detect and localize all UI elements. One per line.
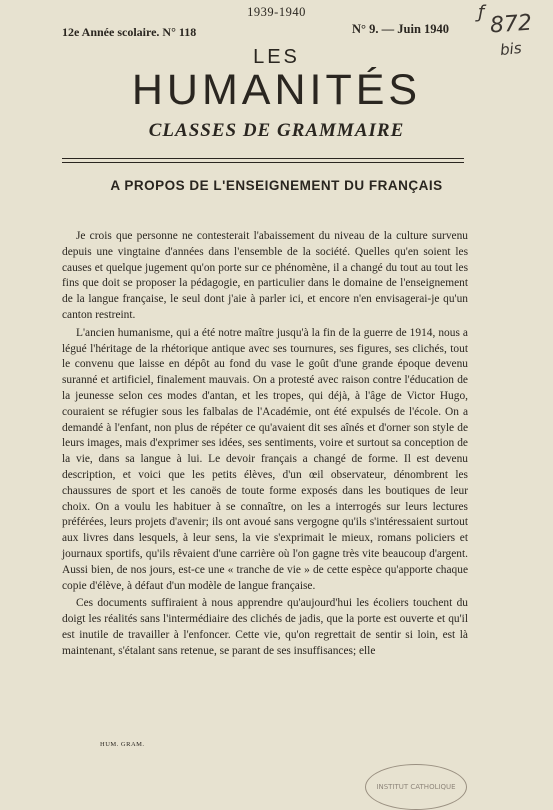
paragraph: L'ancien humanisme, qui a été notre maître jusqu'à la fin de la guerre de 1914, nous a légué l'héritage de la rhétorique antique avec ses tournures, ses figures, ses clichés, tout le convenu que laisse en dépôt au fond du vase le goût d'une grande époque devenu suranné et artificiel, finalement mauvais. On a protesté avec raison contre l'éducation de la jeunesse selon ces modes d'antan, et les tropes, qui déjà, à l'âge de Victor Hugo, couraient se réfugier sous les falbalas de l'Académie, ont été expulsés de l'école. On a demandé à l'enfant, non plus de répéter ce qu'avaient dit ses aînés et d'orner son style de leurs images, mais d'exprimer ses idées, ses sentiments, voire et surtout sa conception de la vie, dans sa langue à lui. Le devoir français a changé de forme. Il est devenu description, et voici que les petits élèves, d'un œil observateur, dénombrent les chaussures de sport et les canoës de toute forme exposés dans les boutiques de leur choix. On a voulu les habituer à se connaître, on les a interrogés sur leurs lectures préférées, leurs projets d'avenir; ils ont avoué sans vergogne qu'ils s'intéressaient surtout aux livres dans lesquels, à leur sens, la vie s'exprimait le mieux, romans policiers et journaux sportifs, qu'ils rêvaient d'une carrière où l'on gagne très vite beaucoup d'argent. Aussi bien, de nos jours, est-ce une « tranche de vie » de cette espèce qu'apporte chaque copie d'élève, à défaut d'un modèle de langue française. <box>62 326 468 592</box>
article-title: A PROPOS DE L'ENSEIGNEMENT DU FRANÇAIS <box>110 178 443 193</box>
handwritten-mark: ƒ <box>478 2 485 23</box>
masthead-subtitle: CLASSES DE GRAMMAIRE <box>148 120 405 141</box>
handwritten-number: 872 <box>489 10 533 39</box>
library-stamp: INSTITUT CATHOLIQUE <box>365 764 467 810</box>
paragraph: Ces documents suffiraient à nous apprendre qu'aujourd'hui les écoliers touchent du doigt les réalités sans l'intermédiaire des clichés de jadis, que la porte est ouverte et qu'il est inutile de travailler à l'enfoncer. Cette vie, qu'on regrettait de sentir si loin, est là maintenant, s'étalant sans retenue, se parant de ses insuffisances; elle <box>62 597 468 657</box>
paragraph: Je crois que personne ne contesterait l'abaissement du niveau de la culture survenu depuis une vingtaine d'années dans l'ensemble de la société. Quelles qu'en soient les causes et quelque jugement qu'on porte sur ce phénomène, il a changé du tout au tout les fins que doit se proposer la pédagogie, en particulier dans le domaine de l'enseignement de la langue française, le seul dont j'aie à parler ici, et encore n'en envisagerai-je qu'un canton restreint. <box>62 230 468 321</box>
divider-rule <box>62 158 464 159</box>
school-year: 1939-1940 <box>247 5 306 19</box>
article-body <box>62 229 468 662</box>
issue-year-number: 12e Année scolaire. N° 118 <box>62 25 197 39</box>
masthead-title: HUMANITÉS <box>131 66 422 114</box>
masthead-les: LES <box>253 46 300 68</box>
issue-date: N° 9. — Juin 1940 <box>352 22 450 36</box>
page-signature: HUM. GRAM. <box>100 741 145 748</box>
handwritten-note: bis <box>499 38 523 60</box>
divider-rule <box>62 162 464 163</box>
